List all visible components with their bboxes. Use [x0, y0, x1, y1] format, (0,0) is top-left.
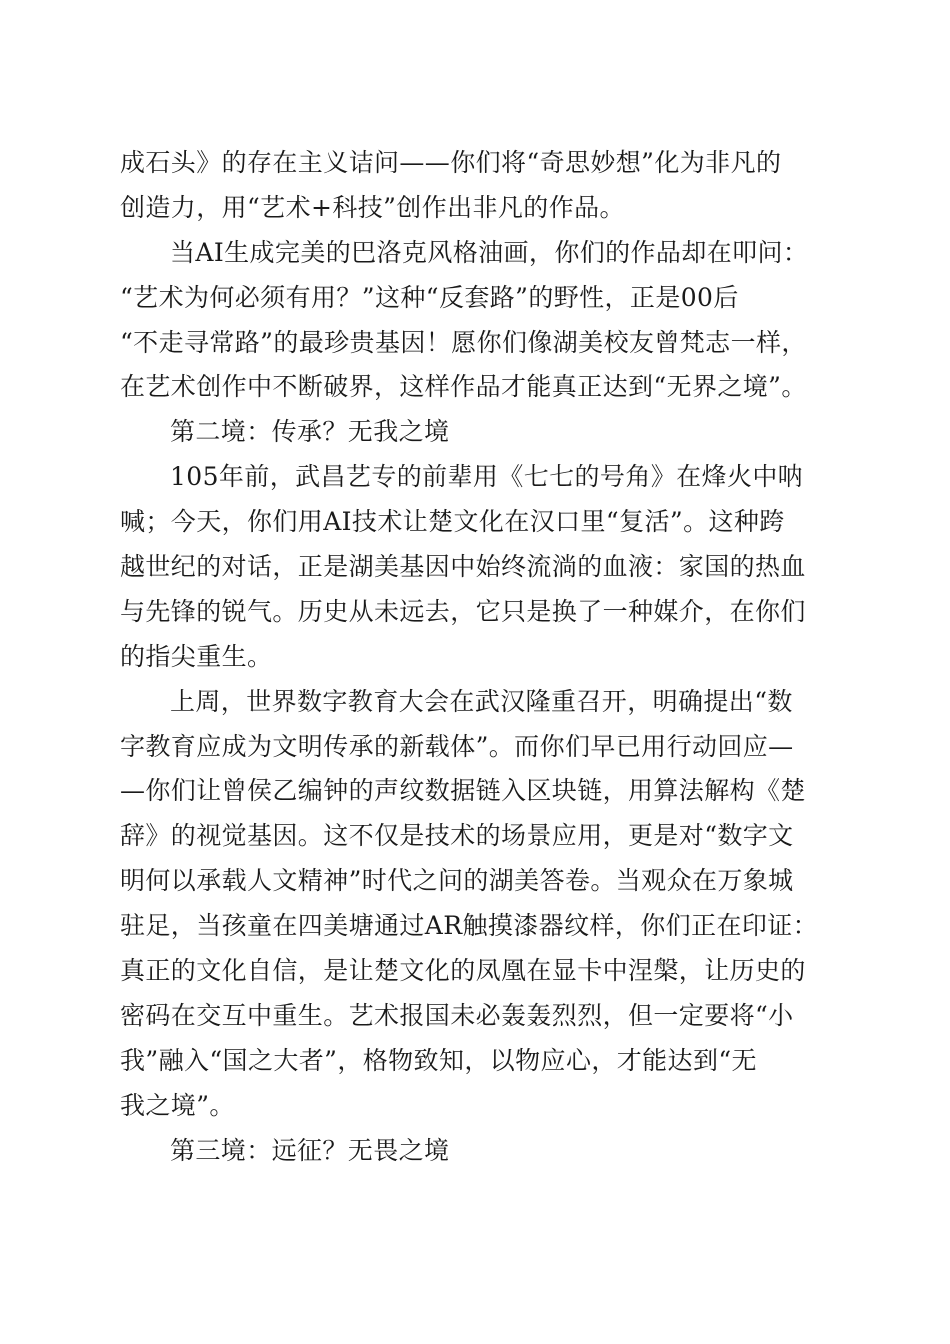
text-line: 的指尖重生。 — [120, 641, 273, 671]
text-line: “艺术为何必须有用？”这种“反套路”的野性，正是00后 — [120, 282, 739, 312]
text-line: 创造力，用“艺术+科技”创作出非凡的作品。 — [120, 192, 625, 222]
paragraph-start-line: 当AI生成完美的巴洛克风格油画，你们的作品却在叩问： — [170, 237, 809, 267]
text-line: 密码在交互中重生。艺术报国未必轰轰烈烈，但一定要将“小 — [120, 1000, 794, 1030]
text-line: 真正的文化自信，是让楚文化的凤凰在显卡中涅槃，让历史的 — [120, 956, 806, 986]
text-line: 越世纪的对话，正是湖美基因中始终流淌的血液：家国的热血 — [120, 552, 806, 582]
text-line: “不走寻常路”的最珍贵基因！愿你们像湖美校友曾梵志一样， — [120, 327, 807, 357]
paragraph-start-line: 105年前，武昌艺专的前辈用《七七的号角》在烽火中呐 — [170, 462, 804, 492]
document-body — [120, 141, 832, 1173]
text-line: 我”融入“国之大者”，格物致知，以物应心，才能达到“无 — [120, 1045, 757, 1075]
text-line: 在艺术创作中不断破界，这样作品才能真正达到“无界之境”。 — [120, 372, 807, 402]
section-heading-2: 第二境：传承？无我之境 — [170, 417, 450, 447]
text-line: —你们让曾侯乙编钟的声纹数据链入区块链，用算法解构《楚 — [120, 776, 806, 806]
text-line: 成石头》的存在主义诘问——你们将“奇思妙想”化为非凡的 — [120, 148, 782, 177]
text-line: 我之境”。 — [120, 1090, 235, 1120]
section-heading-3: 第三境：远征？无畏之境 — [170, 1135, 450, 1165]
paragraph-start-line: 上周，世界数字教育大会在武汉隆重召开，明确提出“数 — [170, 686, 793, 716]
text-line: 明何以承载人文精神”时代之问的湖美答卷。当观众在万象城 — [120, 866, 794, 896]
text-line: 字教育应成为文明传承的新载体”。而你们早已用行动回应— — [120, 731, 794, 761]
text-line: 驻足，当孩童在四美塘通过AR触摸漆器纹样，你们正在印证： — [120, 911, 819, 941]
text-line: 辞》的视觉基因。这不仅是技术的场景应用，更是对“数字文 — [120, 821, 794, 851]
text-line: 喊；今天，你们用AI技术让楚文化在汉口里“复活”。这种跨 — [120, 507, 785, 537]
text-line: 与先锋的锐气。历史从未远去，它只是换了一种媒介，在你们 — [120, 596, 806, 626]
